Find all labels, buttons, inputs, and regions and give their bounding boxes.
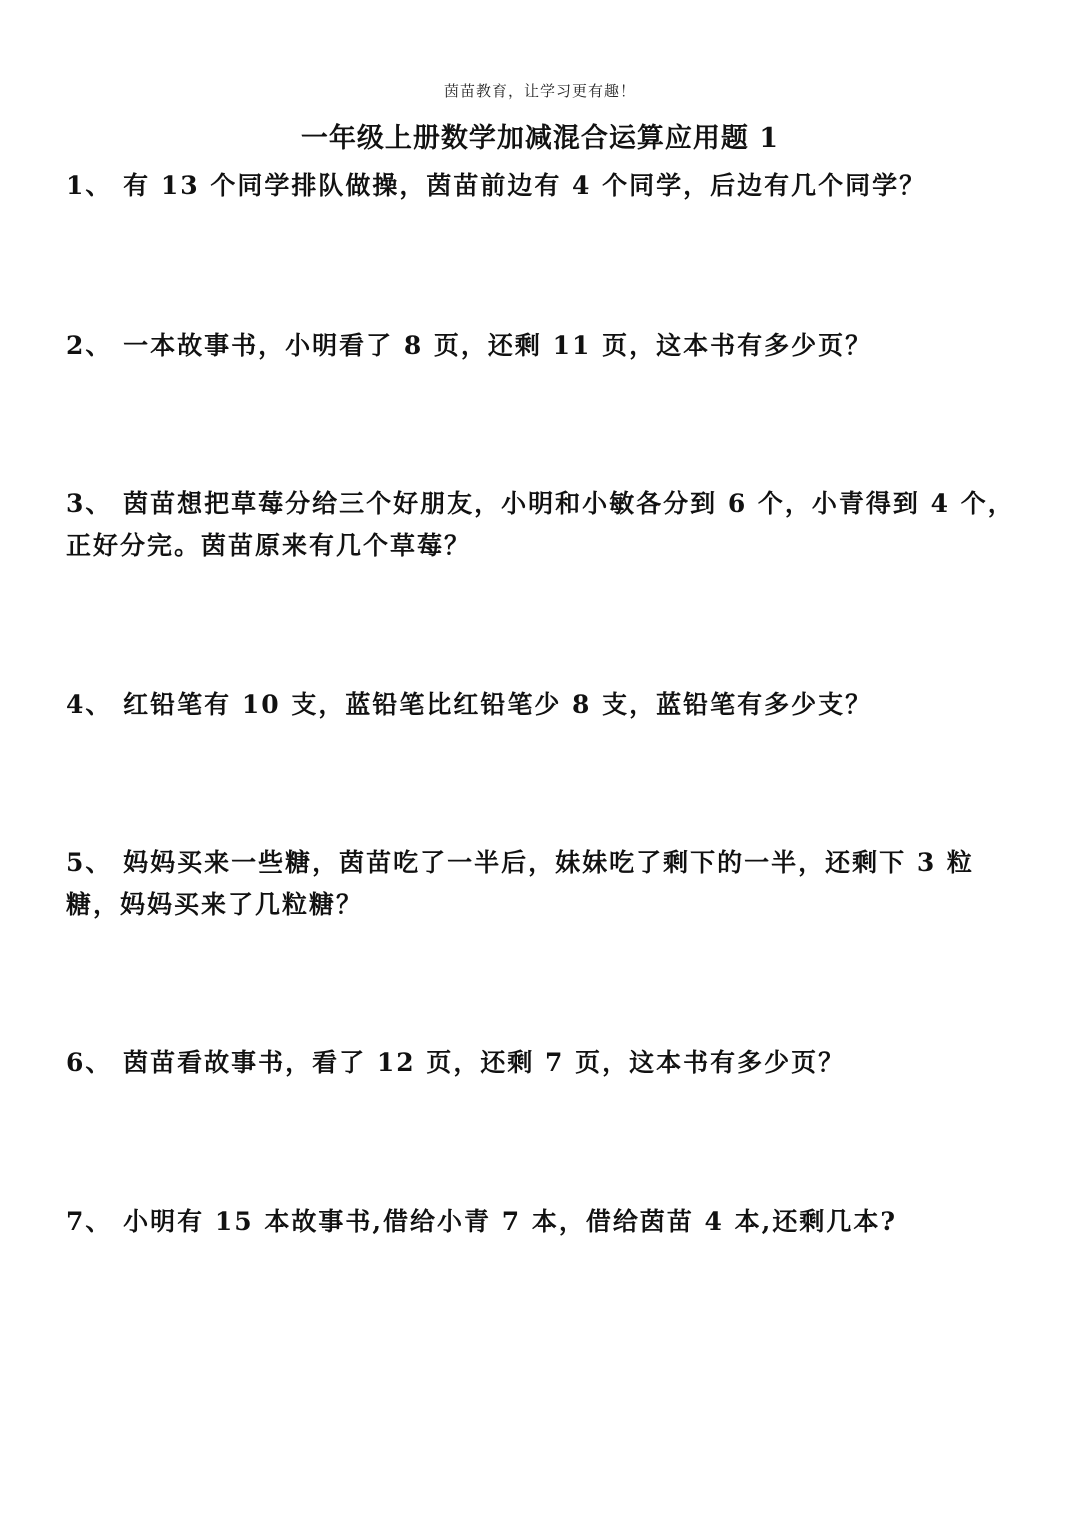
problem-1 (66, 165, 1026, 207)
problem-5 (66, 842, 1026, 926)
problem-number: 4、 (66, 690, 113, 719)
problem-7 (66, 1201, 1026, 1243)
problem-text: 妈妈买来一些糖，茵苗吃了一半后，妹妹吃了剩下的一半，还剩下 3 粒糖，妈妈买来了几粒糖？ (66, 848, 974, 919)
problem-text: 小明有 15 本故事书,借给小青 7 本，借给茵苗 4 本,还剩几本? (123, 1207, 897, 1236)
problem-text: 有 13 个同学排队做操，茵苗前边有 4 个同学，后边有几个同学？ (123, 171, 927, 200)
problem-number: 3、 (66, 489, 113, 518)
problem-2 (66, 325, 1026, 367)
problem-text: 一本故事书，小明看了 8 页，还剩 11 页，这本书有多少页？ (123, 331, 873, 360)
problem-text: 红铅笔有 10 支，蓝铅笔比红铅笔少 8 支，蓝铅笔有多少支？ (123, 690, 873, 719)
problem-number: 1、 (66, 171, 113, 200)
page-title: 一年级上册数学加减混合运算应用题 1 (300, 123, 780, 154)
problem-number: 7、 (66, 1207, 113, 1236)
problem-number: 6、 (66, 1048, 113, 1077)
problem-text: 茵苗看故事书，看了 12 页，还剩 7 页，这本书有多少页？ (123, 1048, 846, 1077)
problem-number: 5、 (66, 848, 113, 877)
problem-number: 2、 (66, 331, 113, 360)
problem-text: 茵苗想把草莓分给三个好朋友，小明和小敏各分到 6 个，小青得到 4 个，正好分完。茵苗原来有几个草莓？ (66, 489, 1015, 560)
problem-3 (66, 483, 1026, 567)
problem-4 (66, 684, 1026, 726)
header-note: 茵苗教育，让学习更有趣！ (443, 82, 636, 100)
problem-6 (66, 1042, 1026, 1084)
